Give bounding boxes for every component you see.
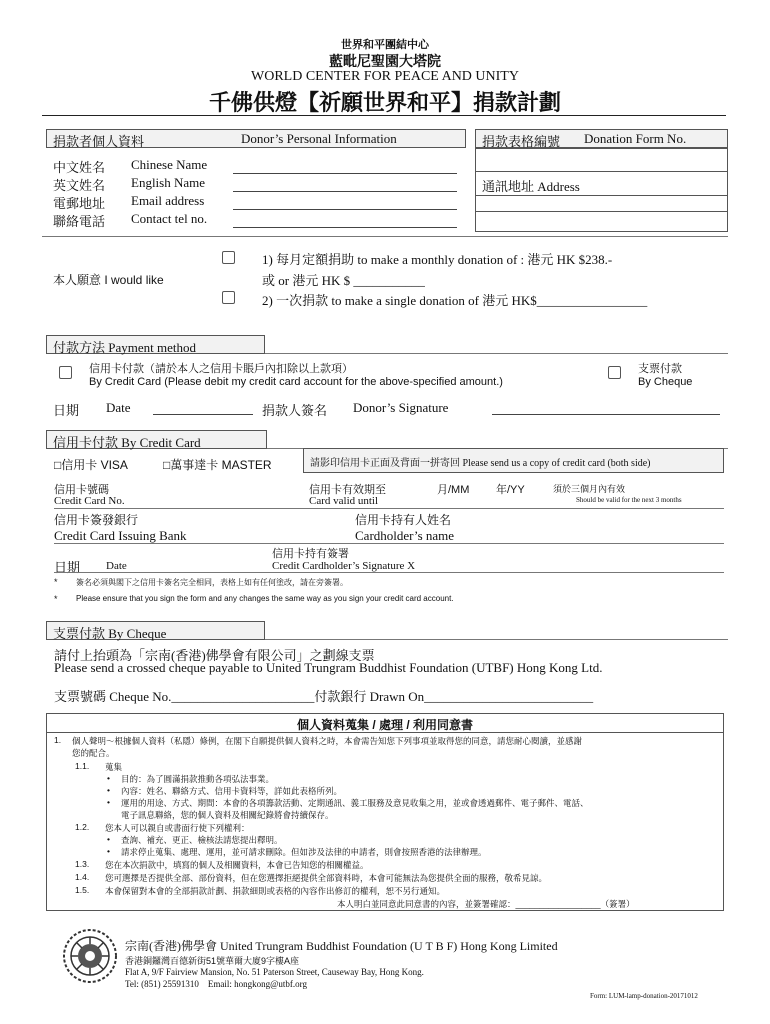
donor-section-cn: 捐款者個人資料 (53, 134, 145, 149)
copy-card-note: 請影印信用卡正面及背面一拼寄回 Please send us a copy of credit card (both side) (303, 448, 724, 473)
privacy-consent-signature[interactable]: 本人明白並同意此同意書的內容，並簽署確認：__________________（簽署） (337, 899, 635, 909)
footer-org: 宗南(香港)佛學會 United Trungram Buddhist Foundation (U T B F) Hong Kong Limited (125, 939, 558, 953)
credit-card-checkbox[interactable] (59, 366, 72, 379)
english-name-field[interactable] (233, 191, 457, 192)
card-no-cn: 信用卡號碼 (54, 484, 109, 496)
privacy-text: 請求停止蒐集、處理、運用，並可請求刪除。但如涉及法律的申請者，則會按照香港的法律辦理。 (121, 847, 487, 857)
pledge-label: 本人願意 I would like (53, 273, 164, 287)
bullet-icon: • (107, 834, 110, 844)
payment-section-header: 付款方法 Payment method (46, 335, 265, 354)
tel-field[interactable] (233, 227, 457, 228)
donor-signature-field[interactable] (492, 414, 720, 415)
privacy-text: 查詢、補充、更正、檢核法請您提出釋明。 (121, 835, 283, 845)
bullet-icon: • (107, 797, 110, 807)
bank-holder-line[interactable] (54, 543, 724, 544)
visa-option[interactable]: □信用卡 VISA (54, 458, 128, 472)
donor-section-header (46, 129, 466, 148)
privacy-text: 個人聲明～根據個人資料（私隱）條例，在閣下自願提供個人資料之時，本會需告知您下列事項並取得您的同意，請您耐心閱讀，並感謝 (72, 736, 583, 746)
valid-en: Card valid until (309, 495, 379, 507)
cc-date-cn: 日期 (54, 560, 81, 575)
bullet-icon: • (107, 785, 110, 795)
footer-address-cn: 香港銅鑼灣百德新街51號華爾大廈9字樓A座 (125, 956, 300, 966)
single-checkbox[interactable] (222, 291, 235, 304)
privacy-text: 電子訊息聯絡，您的個人資料及相關紀錄將會持續保存。 (121, 810, 334, 820)
privacy-num: 1.1. (75, 761, 90, 771)
donor-section-en: Donor’s Personal Information (241, 131, 397, 146)
form-no-en: Donation Form No. (584, 131, 687, 146)
form-no-cn: 捐款表格編號 (482, 134, 561, 149)
address-box (475, 148, 728, 232)
cheque-cn: 支票付款 (638, 363, 682, 375)
cheque-checkbox[interactable] (608, 366, 621, 379)
year-field[interactable]: 年/YY (496, 484, 525, 496)
payment-rule (265, 353, 728, 354)
tel-label: 聯絡電話 Contact tel no. (53, 211, 208, 229)
bullet-icon: • (107, 773, 110, 783)
email-label: 電郵地址 Email address (53, 193, 205, 211)
page-title: 千佛供燈【祈願世界和平】捐款計劃 (208, 90, 561, 115)
privacy-text: 您的配合。 (72, 748, 115, 758)
holder-cn: 信用卡持有人姓名 (355, 513, 452, 527)
credit-card-en: By Credit Card (Please debit my credit card account for the above-specified amount.) (89, 376, 503, 388)
english-name-label: 英文姓名 English Name (53, 175, 206, 193)
dharma-wheel-seal-icon (62, 928, 118, 984)
bullet-icon: • (107, 846, 110, 856)
privacy-text: 運用的用途、方式、期間：本會的各項籌款活動、定期通訊、義工服務及意見收集之用，並或會透過郵件、電子郵件、電話、 (121, 798, 589, 808)
monthly-checkbox[interactable] (222, 251, 235, 264)
cheque-rule (265, 639, 728, 640)
privacy-list (47, 714, 723, 910)
privacy-text: 您可選擇是否提供全部、部份資料，但在您選擇拒絕提供全部資料時，本會可能無法為您提供全面的服務，敬希見諒。 (105, 873, 548, 883)
monthly-option: 1) 每月定額捐助 to make a monthly donation of : 港元 HK $238.- (262, 252, 613, 267)
privacy-text: 您本人可以親自或書面行使下列權利： (105, 823, 250, 833)
note-star-1: * (54, 577, 58, 587)
cheque-en: By Cheque (638, 376, 693, 388)
cheque-section-header: 支票付款 By Cheque (46, 621, 265, 640)
note-star-2: * (54, 594, 58, 604)
org-cn-large: 藍毗尼聖園大塔院 (329, 55, 441, 70)
master-option[interactable]: □萬事達卡 MASTER (163, 458, 272, 472)
org-en: WORLD CENTER FOR PEACE AND UNITY (251, 69, 519, 84)
privacy-title: 個人資料蒐集 / 處理 / 利用同意書 (296, 718, 473, 732)
date-label-en: Date (106, 400, 131, 415)
title-rule (42, 115, 726, 116)
privacy-num: 1.5. (75, 885, 90, 895)
privacy-box (46, 713, 724, 911)
privacy-text: 內容：姓名、聯絡方式、信用卡資料等，詳如此表格所列。 (121, 786, 343, 796)
privacy-num: 1.2. (75, 822, 90, 832)
month-field[interactable]: 月/MM (437, 484, 470, 496)
signature-note-cn: 簽名必須與閣下之信用卡簽名完全相同，表格上如有任何塗改，請在旁簽署。 (76, 578, 348, 587)
bank-cn: 信用卡簽發銀行 (54, 513, 139, 527)
address-label: 通訊地址 Address (482, 179, 580, 194)
donor-divider (42, 236, 728, 237)
form-no-header (475, 129, 728, 148)
valid-note-cn: 須於三個月內有效 (553, 484, 626, 494)
cheque-payable-en: Please send a crossed cheque payable to United Trungram Buddhist Foundation (UTBF) Hong Kong Ltd. (54, 660, 603, 675)
privacy-text: 蒐集 (105, 762, 123, 772)
holder-sig-en: Credit Cardholder’s Signature X (272, 560, 416, 572)
privacy-text: 本會保留對本會的全部捐款計劃、捐款細則或表格的內容作出修訂的權利，恕不另行通知。 (105, 886, 446, 896)
donor-sig-cn: 捐款人簽名 (262, 403, 328, 418)
monthly-other-amount[interactable]: 或 or 港元 HK $ ___________ (262, 273, 425, 288)
privacy-num: 1.4. (75, 872, 90, 882)
chinese-name-field[interactable] (233, 173, 457, 174)
holder-sig-cn: 信用卡持有簽署 (272, 548, 349, 560)
card-no-en: Credit Card No. (54, 495, 125, 507)
valid-cn: 信用卡有效期至 (309, 484, 386, 496)
cheque-payable-cn: 請付上抬頭為「宗南(香港)佛學會有限公司」之劃線支票 (54, 648, 375, 663)
privacy-num: 1. (54, 735, 62, 745)
donor-sig-en: Donor’s Signature (353, 400, 449, 415)
credit-card-cn: 信用卡付款（請於本人之信用卡賬戶內扣除以上款項） (89, 363, 353, 375)
email-field[interactable] (233, 209, 457, 210)
footer-address-en: Flat A, 9/F Fairview Mansion, No. 51 Paterson Street, Causeway Bay, Hong Kong. (125, 967, 424, 977)
cheque-no-field[interactable]: 支票號碼 Cheque No.______________________付款銀行 Drawn On__________________________ (54, 689, 594, 704)
holder-sig-line[interactable] (54, 572, 724, 573)
cc-date-en: Date (106, 560, 127, 572)
footer-contact: Tel: (851) 25591310 Email: hongkong@utbf.org (125, 979, 307, 989)
privacy-text: 您在本次捐款中，填寫的個人及相關資料，本會已告知您的相關權益。 (105, 860, 369, 870)
single-option[interactable]: 2) 一次捐款 to make a single donation of 港元 HK$_________________ (262, 293, 648, 308)
date-label: 日期 (53, 403, 80, 418)
holder-en: Cardholder’s name (355, 528, 455, 543)
privacy-text: 目的：為了圓滿捐款推動各項弘法事業。 (121, 774, 275, 784)
form-code: Form: LUM-lamp-donation-20171012 (590, 992, 698, 1000)
card-no-line[interactable] (54, 508, 724, 509)
chinese-name-label: 中文姓名 Chinese Name (53, 157, 208, 175)
org-cn-small: 世界和平團結中心 (341, 39, 429, 51)
privacy-num: 1.3. (75, 859, 90, 869)
credit-card-section-header: 信用卡付款 By Credit Card (46, 430, 267, 449)
bank-en: Credit Card Issuing Bank (54, 528, 187, 543)
valid-note-en: Should be valid for the next 3 months (576, 496, 682, 504)
date-field[interactable] (153, 414, 253, 415)
signature-note-en: Please ensure that you sign the form and any changes the same way as you sign your credit card account. (76, 594, 454, 603)
